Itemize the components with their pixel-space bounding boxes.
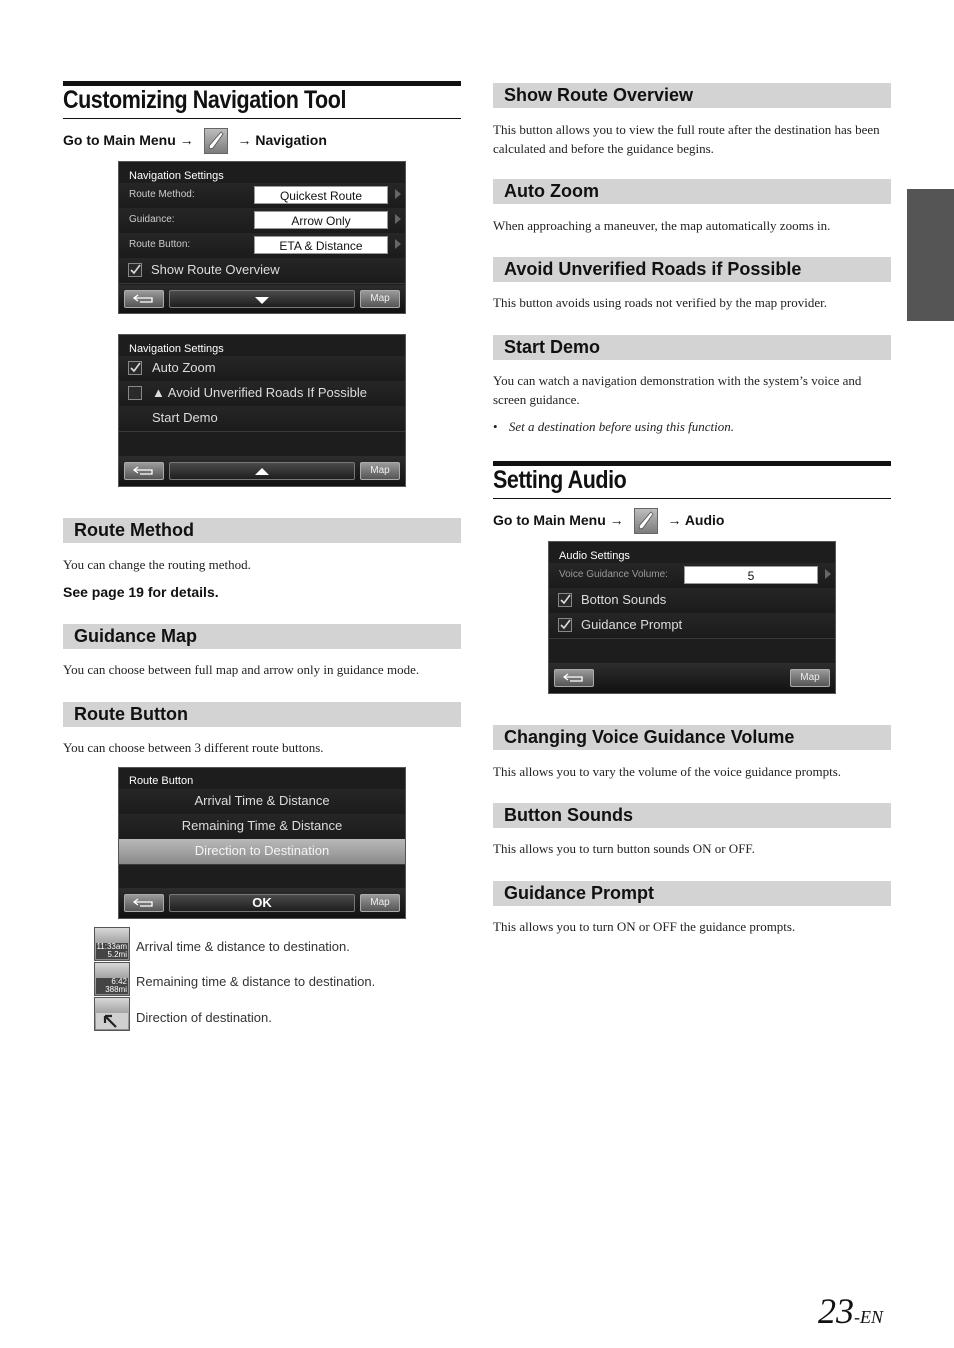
goto-destination: Navigation xyxy=(255,132,327,148)
screen-button-bar xyxy=(119,888,405,918)
heading-guidance-prompt: Guidance Prompt xyxy=(493,881,891,906)
auto-zoom-text: When approaching a maneuver, the map automatically zooms in. xyxy=(493,218,831,233)
back-arrow-icon xyxy=(125,291,163,307)
map-button[interactable]: Map xyxy=(790,669,830,687)
scroll-up-button[interactable] xyxy=(169,462,355,480)
avoid-text: This button avoids using roads not verified by the map provider. xyxy=(493,295,827,310)
title-rule-bottom xyxy=(493,498,891,499)
back-arrow-icon xyxy=(125,463,163,479)
back-button[interactable] xyxy=(124,894,164,912)
page-number xyxy=(818,1290,883,1332)
icon-time: 11:33 xyxy=(96,942,116,951)
heading-route-method: Route Method xyxy=(63,518,461,543)
route-button-value[interactable]: ETA & Distance xyxy=(254,236,388,254)
start-demo-note xyxy=(493,417,891,436)
route-button-screen xyxy=(118,767,406,919)
icon-distance: 5.2mi xyxy=(107,950,127,959)
legend-arrival-text: Arrival time & distance to destination. xyxy=(136,939,350,954)
item-label: ▲ Avoid Unverified Roads If Possible xyxy=(152,385,367,400)
chevron-right-icon xyxy=(395,189,401,199)
page-number-suffix: -EN xyxy=(854,1307,883,1327)
start-demo-row[interactable] xyxy=(119,406,405,432)
back-button[interactable] xyxy=(124,462,164,480)
screen-title: Audio Settings xyxy=(559,550,630,562)
setup-wrench-icon xyxy=(204,128,228,154)
icon-time: 6:42 xyxy=(111,977,127,986)
guidance-row[interactable] xyxy=(119,208,405,234)
screen-button-bar xyxy=(119,285,405,313)
guidance-value[interactable]: Arrow Only xyxy=(254,211,388,229)
option-direction-selected[interactable]: Direction to Destination xyxy=(119,839,405,865)
row-label: Route Method: xyxy=(129,189,195,200)
screen-button-bar xyxy=(119,456,405,486)
show-route-text: This button allows you to view the full route after the destination has been calculated and before the guidance begins. xyxy=(493,122,880,156)
item-label: Guidance Prompt xyxy=(581,617,683,632)
goto-arrow: → xyxy=(179,132,194,148)
legend-direction-text: Direction of destination. xyxy=(136,1010,272,1025)
checkbox-checked-icon[interactable] xyxy=(558,593,572,607)
direction-arrow-area xyxy=(96,1013,128,1029)
route-flag-icon xyxy=(95,998,129,1012)
heading-voice-volume: Changing Voice Guidance Volume xyxy=(493,725,891,750)
route-flag-icon xyxy=(95,963,129,977)
goto-prefix: Go to Main Menu xyxy=(63,132,176,148)
navigation-settings-screen-2 xyxy=(118,334,406,487)
page-title-audio: Setting Audio xyxy=(493,466,627,494)
heading-start-demo: Start Demo xyxy=(493,335,891,360)
back-arrow-icon xyxy=(555,670,593,686)
check-label: Show Route Overview xyxy=(151,262,280,277)
guidance-prompt-text: This allows you to turn ON or OFF the guidance prompts. xyxy=(493,919,796,934)
auto-zoom-row[interactable] xyxy=(119,356,405,382)
checkbox-unchecked-icon[interactable] xyxy=(128,386,142,400)
button-sounds-row[interactable] xyxy=(549,588,835,614)
icon-am: am xyxy=(115,942,127,951)
map-button[interactable]: Map xyxy=(360,290,400,308)
setup-wrench-icon xyxy=(634,508,658,534)
chevron-right-icon xyxy=(395,214,401,224)
back-button[interactable] xyxy=(124,290,164,308)
voice-volume-row[interactable] xyxy=(549,563,835,589)
heading-route-button: Route Button xyxy=(63,702,461,727)
ok-button[interactable]: OK xyxy=(169,894,355,912)
option-remaining-time[interactable]: Remaining Time & Distance xyxy=(119,814,405,840)
goto-audio xyxy=(493,502,724,532)
route-button-text: You can choose between 3 different route buttons. xyxy=(63,740,324,755)
heading-guidance-map: Guidance Map xyxy=(63,624,461,649)
checkbox-checked-icon[interactable] xyxy=(128,361,142,375)
start-demo-text: You can watch a navigation demonstration with the system’s voice and screen guidance. xyxy=(493,373,862,407)
icon-distance: 388mi xyxy=(105,985,127,994)
chevron-right-icon xyxy=(395,239,401,249)
row-label: Guidance: xyxy=(129,214,175,225)
bullet: • xyxy=(493,419,498,434)
row-label: Route Button: xyxy=(129,239,191,250)
navigation-settings-screen-1 xyxy=(118,161,406,314)
goto-arrow: → xyxy=(609,512,624,528)
audio-settings-screen xyxy=(548,541,836,694)
guidance-map-text: You can choose between full map and arrow only in guidance mode. xyxy=(63,662,420,677)
route-button-direction-icon xyxy=(94,997,130,1031)
avoid-unverified-row[interactable] xyxy=(119,381,405,407)
route-button-row[interactable] xyxy=(119,233,405,259)
route-method-text: You can change the routing method. xyxy=(63,557,251,572)
icon-values xyxy=(96,978,128,994)
page-number-value: 23 xyxy=(818,1291,854,1331)
title-rule-bottom xyxy=(63,118,461,119)
heading-avoid-unverified: Avoid Unverified Roads if Possible xyxy=(493,257,891,282)
checkbox-checked-icon[interactable] xyxy=(128,263,142,277)
goto-prefix: Go to Main Menu xyxy=(493,512,606,528)
heading-show-route-overview: Show Route Overview xyxy=(493,83,891,108)
option-arrival-time[interactable]: Arrival Time & Distance xyxy=(119,789,405,815)
route-button-arrival-icon xyxy=(94,927,130,961)
goto-destination: Audio xyxy=(684,512,725,528)
icon-values xyxy=(96,943,128,959)
back-button[interactable] xyxy=(554,669,594,687)
chevron-right-icon xyxy=(825,569,831,579)
button-sounds-text: This allows you to turn button sounds ON or OFF. xyxy=(493,841,755,856)
item-label: Auto Zoom xyxy=(152,360,216,375)
direction-arrow-icon xyxy=(96,1013,128,1029)
see-page-link[interactable]: See page 19 for details. xyxy=(63,584,219,600)
route-button-remaining-icon xyxy=(94,962,130,996)
goto-navigation xyxy=(63,122,327,152)
goto-arrow: → xyxy=(237,132,252,148)
route-method-value[interactable]: Quickest Route xyxy=(254,186,388,204)
goto-arrow: → xyxy=(667,512,682,528)
item-label: Botton Sounds xyxy=(581,592,667,607)
section-side-tab xyxy=(907,189,954,321)
note-text: Set a destination before using this function. xyxy=(508,419,735,434)
heading-button-sounds: Button Sounds xyxy=(493,803,891,828)
route-flag-icon xyxy=(95,928,129,942)
map-button[interactable]: Map xyxy=(360,462,400,480)
chevron-up-icon xyxy=(252,464,272,480)
screen-title: Route Button xyxy=(129,775,194,787)
screen-button-bar xyxy=(549,663,835,693)
route-method-row[interactable] xyxy=(119,183,405,209)
map-button[interactable]: Map xyxy=(360,894,400,912)
page-title-navigation: Customizing Navigation Tool xyxy=(63,86,347,114)
screen-title: Navigation Settings xyxy=(129,343,224,355)
heading-auto-zoom: Auto Zoom xyxy=(493,179,891,204)
guidance-prompt-row[interactable] xyxy=(549,613,835,639)
show-route-overview-row[interactable] xyxy=(119,258,405,284)
chevron-down-icon xyxy=(252,292,272,308)
scroll-down-button[interactable] xyxy=(169,290,355,308)
voice-volume-value[interactable]: 5 xyxy=(684,566,818,584)
legend-remaining-text: Remaining time & distance to destination. xyxy=(136,974,376,989)
back-arrow-icon xyxy=(125,895,163,911)
checkbox-checked-icon[interactable] xyxy=(558,618,572,632)
item-label: Start Demo xyxy=(152,410,218,425)
voice-volume-text: This allows you to vary the volume of the voice guidance prompts. xyxy=(493,764,842,779)
row-label: Voice Guidance Volume: xyxy=(559,569,668,580)
screen-title: Navigation Settings xyxy=(129,170,224,182)
